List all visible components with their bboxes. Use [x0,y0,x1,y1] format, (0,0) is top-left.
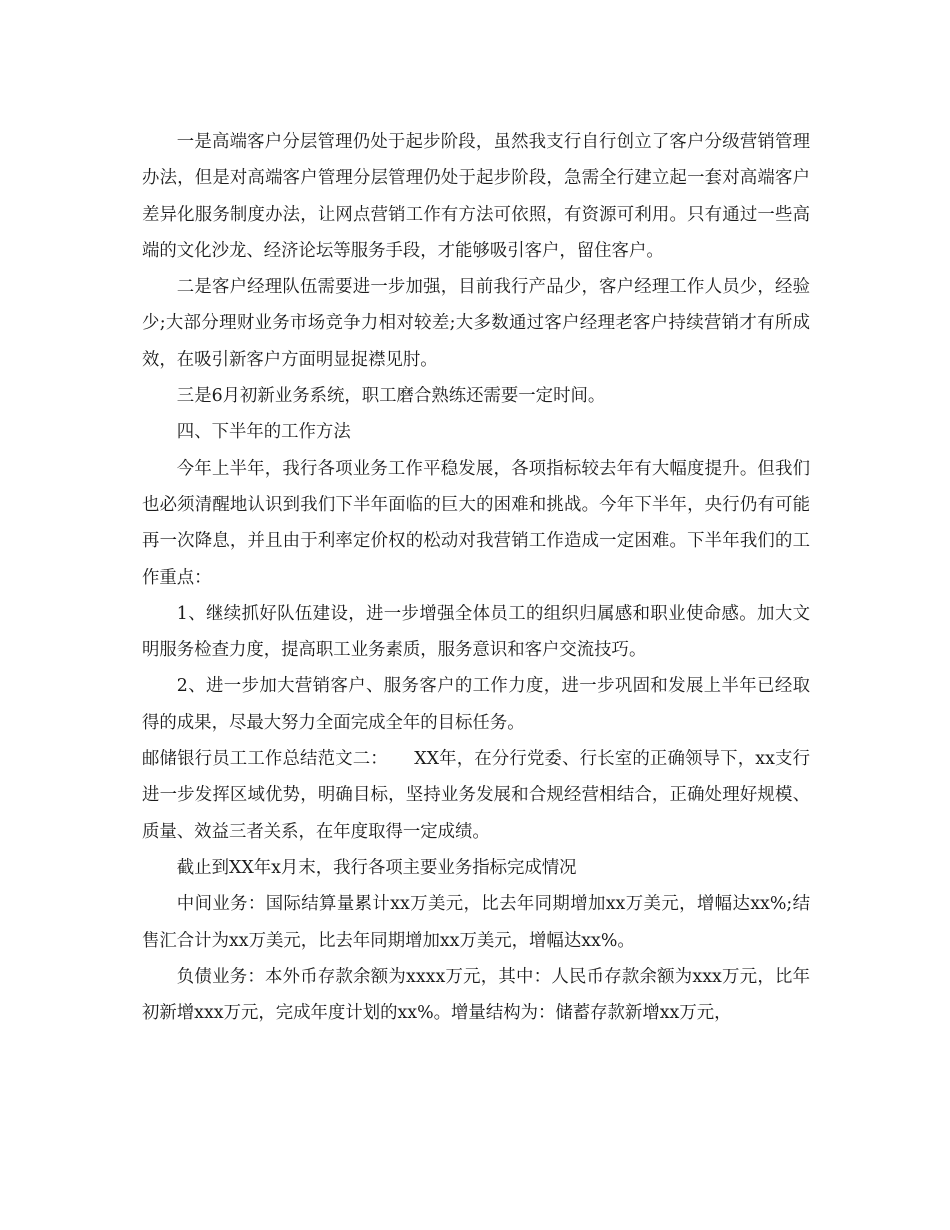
paragraph-new-system: 三是6月初新业务系统，职工磨合熟练还需要一定时间。 [176,386,606,407]
paragraph-focus-item-2: 2、进一步加大营销客户、服务客户的工作力度，进一步巩固和发展上半年已经取得的成果，尽最大努力全面完成全年的目标任务。 [142,676,810,733]
paragraph-focus-item-1: 1、继续抓好队伍建设，进一步增强全体员工的组织归属感和职业使命感。加大文明服务检查力度，提高职工业务素质，服务意识和客户交流技巧。 [142,603,810,661]
paragraph-sample-two-intro: 邮储银行员工工作总结范文二： XX年，在分行党委、行长室的正确领导下，xx支行进一步发挥区域优势，明确目标，坚持业务发展和合规经营相结合，正确处理好规模、质量、效益三者关系，在年度取得一定成绩。 [142,749,810,842]
section-heading-work-methods: 四、下半年的工作方法 [176,422,351,443]
document-body [142,124,810,1031]
paragraph-first-half-review: 今年上半年，我行各项业务工作平稳发展，各项指标较去年有大幅度提升。但我们也必须清醒地认识到我们下半年面临的巨大的困难和挑战。今年下半年，央行仍有可能再一次降息，并且由于利率定价权的松动对我营销工作造成一定困难。下半年我们的工作重点： [142,458,810,588]
paragraph-high-end-customer: 一是高端客户分层管理仍处于起步阶段，虽然我支行自行创立了客户分级营销管理办法，但是对高端客户管理分层管理仍处于起步阶段，急需全行建立起一套对高端客户差异化服务制度办法，让网点营销工作有方法可依照，有资源可利用。只有通过一些高端的文化沙龙、经济论坛等服务手段，才能够吸引客户，留住客户。 [142,132,810,261]
paragraph-indicator-status: 截止到XX年x月末，我行各项主要业务指标完成情况 [176,857,577,878]
paragraph-account-manager-team: 二是客户经理队伍需要进一步加强，目前我行产品少，客户经理工作人员少，经验少;大部分理财业务市场竞争力相对较差;大多数通过客户经理老客户持续营销才有所成效，在吸引新客户方面明显捉襟见肘。 [142,277,810,370]
paragraph-intermediate-business: 中间业务：国际结算量累计xx万美元，比去年同期增加xx万美元，增幅达xx%;结售汇合计为xx万美元，比去年同期增加xx万美元，增幅达xx%。 [142,894,810,951]
paragraph-liability-business: 负债业务：本外币存款余额为xxxx万元，其中：人民币存款余额为xxx万元，比年初新增xxx万元，完成年度计划的xx%。增量结构为：储蓄存款新增xx万元， [142,966,810,1024]
